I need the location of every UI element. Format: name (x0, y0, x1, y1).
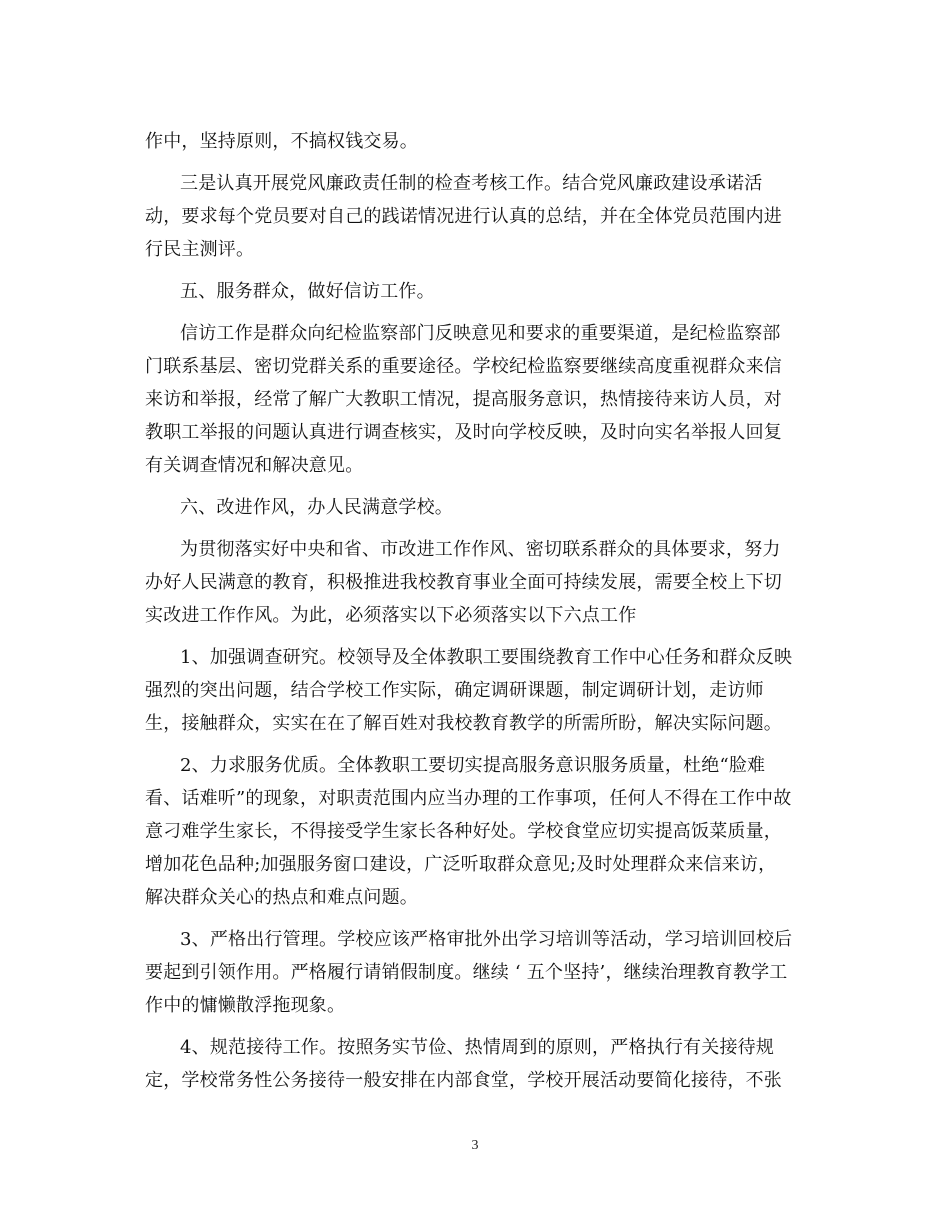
text-line: 作中，坚持原则，不搞权钱交易。 (145, 131, 418, 152)
page-number: 3 (471, 1138, 479, 1153)
text-line: 办好人民满意的教育，积极推进我校教育事业全面可持续发展，需要全校上下切 (145, 572, 782, 593)
text-line: 定，学校常务性公务接待一般安排在内部食堂，学校开展活动要简化接待，不张 (145, 1070, 782, 1091)
text-line: 1、加强调查研究。校领导及全体教职工要围绕教育工作中心任务和群众反映 (180, 647, 793, 668)
text-line: 为贯彻落实好中央和省、市改进工作作风、密切联系群众的具体要求，努力 (180, 539, 781, 560)
text-line: 来访和举报，经常了解广大教职工情况，提高服务意识，热情接待来访人员，对 (145, 389, 782, 410)
text-line: 增加花色品种;加强服务窗口建设，广泛听取群众意见;及时处理群众来信来访， (145, 854, 777, 875)
text-line: 要起到引领作用。严格履行请销假制度。继续 ‘ 五个坚持’，继续治理教育教学工 (145, 962, 788, 983)
text-line: 强烈的突出问题，结合学校工作实际，确定调研课题，制定调研计划，走访师 (145, 680, 764, 701)
text-line: 实改进工作作风。为此，必须落实以下必须落实以下六点工作 (145, 605, 637, 626)
text-line: 信访工作是群众向纪检监察部门反映意见和要求的重要渠道，是纪检监察部 (180, 323, 781, 344)
text-line: 生，接触群众，实实在在了解百姓对我校教育教学的所需所盼，解决实际问题。 (145, 713, 782, 734)
text-line: 行民主测评。 (145, 239, 255, 260)
text-line: 4、规范接待工作。按照务实节俭、热情周到的原则，严格执行有关接待规 (180, 1037, 775, 1058)
text-line: 2、力求服务优质。全体教职工要切实提高服务意识服务质量，杜绝“脸难 (180, 755, 766, 776)
text-line: 有关调查情况和解决意见。 (145, 455, 364, 476)
text-line: 教职工举报的问题认真进行调查核实，及时向学校反映，及时向实名举报人回复 (145, 422, 782, 443)
text-line: 3、严格出行管理。学校应该严格审批外出学习培训等活动，学习培训回校后 (180, 929, 793, 950)
text-line: 作中的慵懒散浮拖现象。 (145, 995, 346, 1016)
text-line: 三是认真开展党风廉政责任制的检查考核工作。结合党风廉政建设承诺活 (180, 173, 763, 194)
text-line: 看、话难听”的现象，对职责范围内应当办理的工作事项，任何人不得在工作中故 (145, 788, 792, 809)
section-heading: 六、改进作风，办人民满意学校。 (180, 497, 453, 518)
text-line: 门联系基层、密切党群关系的重要途径。学校纪检监察要继续高度重视群众来信 (145, 356, 782, 377)
section-heading: 五、服务群众，做好信访工作。 (180, 281, 435, 302)
text-line: 意刁难学生家长，不得接受学生家长各种好处。学校食堂应切实提高饭菜质量， (145, 821, 782, 842)
text-line: 解决群众关心的热点和难点问题。 (145, 887, 418, 908)
text-line: 动，要求每个党员要对自己的践诺情况进行认真的总结，并在全体党员范围内进 (145, 206, 782, 227)
